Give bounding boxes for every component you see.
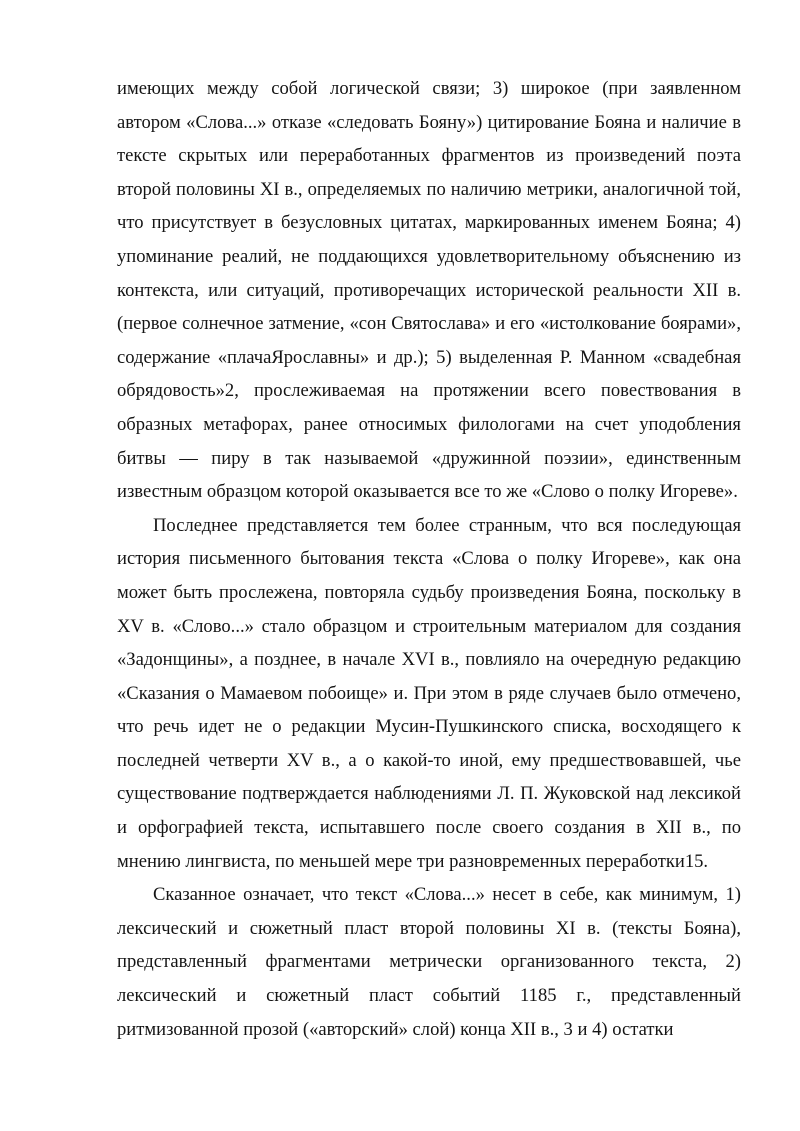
document-page	[117, 72, 741, 1046]
paragraph-3: Сказанное означает, что текст «Слова...» несет в себе, как минимум, 1) лексический и сюжетный пласт второй половины XI в. (тексты Бояна), представленный фрагментами метрически организованного текста, 2) лексический и сюжетный пласт событий 1185 г., представленный ритмизованной прозой («авторский» слой) конца XII в., 3 и 4) остатки	[117, 884, 741, 1040]
paragraph-1: имеющих между собой логической связи; 3) широкое (при заявленном автором «Слова...» отказе «следовать Бояну») цитирование Бояна и наличие в тексте скрытых или переработанных фрагментов из произведений поэта второй половины XI в., определяемых по наличию метрики, аналогичной той, что присутствует в безусловных цитатах, маркированных именем Бояна; 4) упоминание реалий, не поддающихся удовлетворительному объяснению из контекста, или ситуаций, противоречащих исторической реальности XII в. (первое солнечное затмение, «сон Святослава» и его «истолкование боярами», содержание «плачаЯрославны» и др.); 5) выделенная Р. Манном «свадебная обрядовость»2, прослеживаемая на протяжении всего повествования в образных метафорах, ранее относимых филологами на счет уподобления битвы — пиру в так называемой «дружинной поэзии», единственным известным образцом которой оказывается все то же «Слово о полку Игореве».	[117, 78, 741, 503]
paragraph-2: Последнее представляется тем более странным, что вся последующая история письменного бытования текста «Слова о полку Игореве», как она может быть прослежена, повторяла судьбу произведения Бояна, поскольку в XV в. «Слово...» стало образцом и строительным материалом для создания «Задонщины», а позднее, в начале XVI в., повлияло на очередную редакцию «Сказания о Мамаевом побоище» и. При этом в ряде случаев было отмечено, что речь идет не о редакции Мусин-Пушкинского списка, восходящего к последней четверти XV в., а о какой-то иной, ему предшествовавшей, чье существование подтверждается наблюдениями Л. П. Жуковской над лексикой и орфографией текста, испытавшего после своего создания в XII в., по мнению лингвиста, по меньшей мере три разновременных переработки15.	[117, 514, 741, 872]
